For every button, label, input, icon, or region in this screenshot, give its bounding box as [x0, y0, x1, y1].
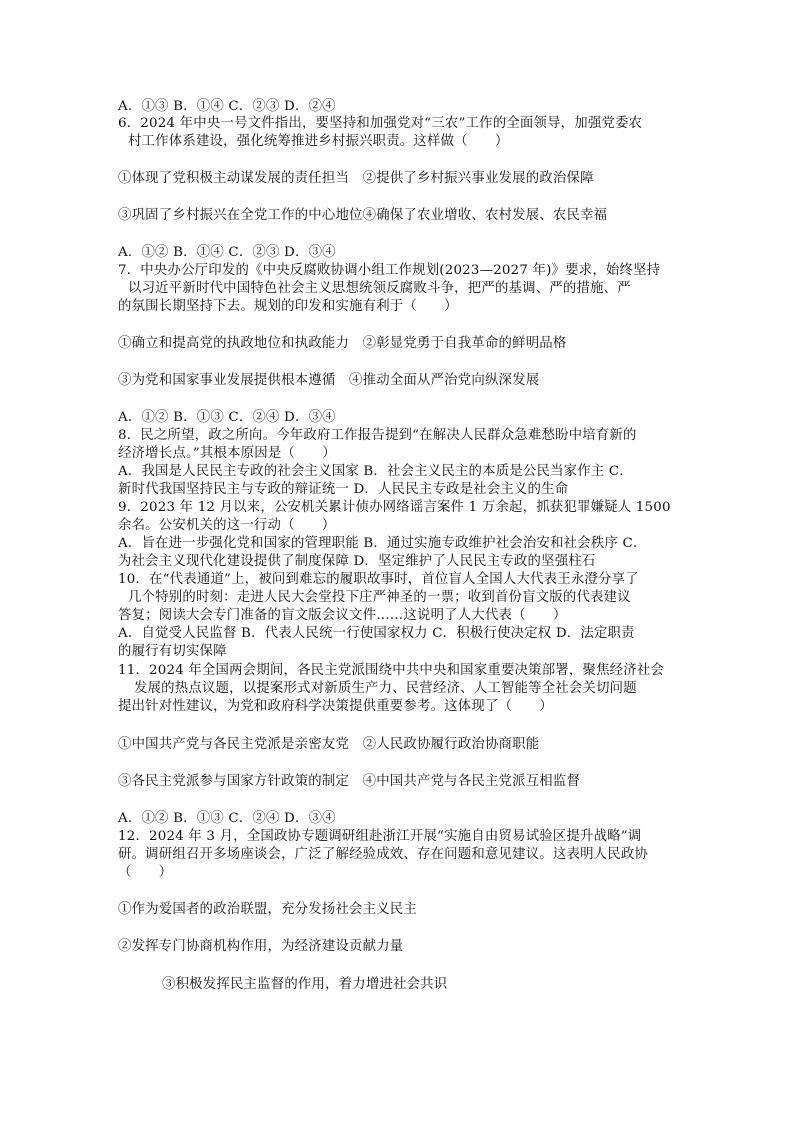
q11-answer-options: A．①② B．①③ C．②④ D．③④	[118, 811, 336, 826]
q11-stem-line2: 发展的热点议题，以提案形式对新质生产力、民营经济、人工智能等全社会关切问题	[134, 681, 637, 696]
q7-statements-3-4: ③为党和国家事业发展提供根本遵循 ④推动全面从严治党向纵深发展	[118, 373, 540, 388]
q11-statements-1-2: ①中国共产党与各民主党派是亲密友党 ②人民政协履行政治协商职能	[118, 737, 540, 752]
q9-stem-line2: 余名。公安机关的这一行动（ ）	[118, 518, 336, 533]
q6-stem-line1: 6．2024 年中央一号文件指出，要坚持和加强党对“三农”工作的全面领导，加强党委农	[118, 116, 643, 131]
q7-answer-options: A．①② B．①③ C．②④ D．③④	[118, 410, 336, 425]
q11-stem-line1: 11．2024 年全国两会期间，各民主党派围绕中共中央和国家重要决策部署，聚焦经济社会	[118, 663, 665, 678]
q6-stem-line2: 村工作体系建设，强化统筹推进乡村振兴职责。这样做（ ）	[128, 134, 509, 149]
q12-stem-line2: 研。调研组召开多场座谈会，广泛了解经验成效、存在问题和意见建议。这表明人民政协	[118, 847, 649, 862]
q11-statements-3-4: ③各民主党派参与国家方针政策的制定 ④中国共产党与各民主党派互相监督	[118, 774, 581, 789]
q8-stem-line2: 经济增长点。”其根本原因是（ ）	[118, 446, 336, 461]
q9-options-line1: A．旨在进一步强化党和国家的管理职能 B．通过实施专政维护社会治安和社会秩序 C．	[118, 536, 647, 551]
q8-options-line1: A．我国是人民民主专政的社会主义国家 B．社会主义民主的本质是公民当家作主 C．	[118, 464, 633, 479]
q11-stem-line3: 提出针对性建议，为党和政府科学决策提供重要参考。这体现了（ ）	[118, 699, 553, 714]
q7-stem-line3: 的氛围长期坚持下去。规划的印发和实施有利于（ ）	[118, 299, 458, 314]
q12-statement-3: ③积极发挥民主监督的作用，着力增进社会共识	[162, 977, 448, 992]
q9-stem-line1: 9．2023 年 12 月以来，公安机关累计侦办网络谣言案件 1 万余起，抓获犯罪嫌疑人 1500	[118, 500, 671, 515]
q7-statements-1-2: ①确立和提高党的执政地位和执政能力 ②彰显党勇于自我革命的鲜明品格	[118, 336, 567, 351]
q8-options-line2: 新时代我国坚持民主与专政的辩证统一 D．人民民主专政是社会主义的生命	[118, 482, 569, 497]
q7-stem-line2: 以习近平新时代中国特色社会主义思想统领反腐败斗争，把严的基调、严的措施、严	[128, 281, 631, 296]
q7-stem-line1: 7．中央办公厅印发的《中央反腐败协调小组工作规划(2023—2027 年)》要求，始终坚持	[118, 263, 661, 278]
q12-statement-2: ②发挥专门协商机构作用，为经济建设贡献力量	[118, 939, 404, 954]
q6-answer-options: A．①② B．①④ C．②③ D．③④	[118, 245, 336, 260]
q10-options-line1: A．自觉受人民监督 B．代表人民统一行使国家权力 C．积极行使决定权 D．法定职责	[118, 626, 635, 641]
q5-answer-options: A．①③ B．①④ C．②③ D．②④	[118, 99, 336, 114]
q12-stem-line3: （ ）	[118, 865, 173, 880]
q10-options-line2: 的履行有切实保障	[118, 644, 227, 659]
q10-stem-line3: 答复；阅读大会专门准备的盲文版会议文件……这说明了人大代表（ ）	[118, 608, 567, 623]
q6-statements-1-2: ①体现了党积极主动谋发展的责任担当 ②提供了乡村振兴事业发展的政治保障	[118, 171, 594, 186]
q10-stem-line1: 10．在“代表通道”上，被问到难忘的履职故事时，首位盲人全国人大代表王永澄分享了	[118, 572, 639, 587]
q6-statements-3-4: ③巩固了乡村振兴在全党工作的中心地位④确保了农业增收、农村发展、农民幸福	[118, 208, 608, 223]
q8-stem-line1: 8．民之所望，政之所向。今年政府工作报告提到“在解决人民群众急难愁盼中培育新的	[118, 428, 637, 443]
q10-stem-line2: 几个特别的时刻：走进人民大会堂投下庄严神圣的一票；收到首份盲文版的代表建议	[128, 590, 631, 605]
q9-options-line2: 为社会主义现代化建设提供了制度保障 D．坚定维护了人民民主专政的坚强柱石	[118, 554, 596, 569]
q12-stem-line1: 12．2024 年 3 月，全国政协专题调研组赴浙江开展“实施自由贸易试验区提升战略”调	[118, 829, 642, 844]
q12-statement-1: ①作为爱国者的政治联盟，充分发扬社会主义民主	[118, 902, 417, 917]
